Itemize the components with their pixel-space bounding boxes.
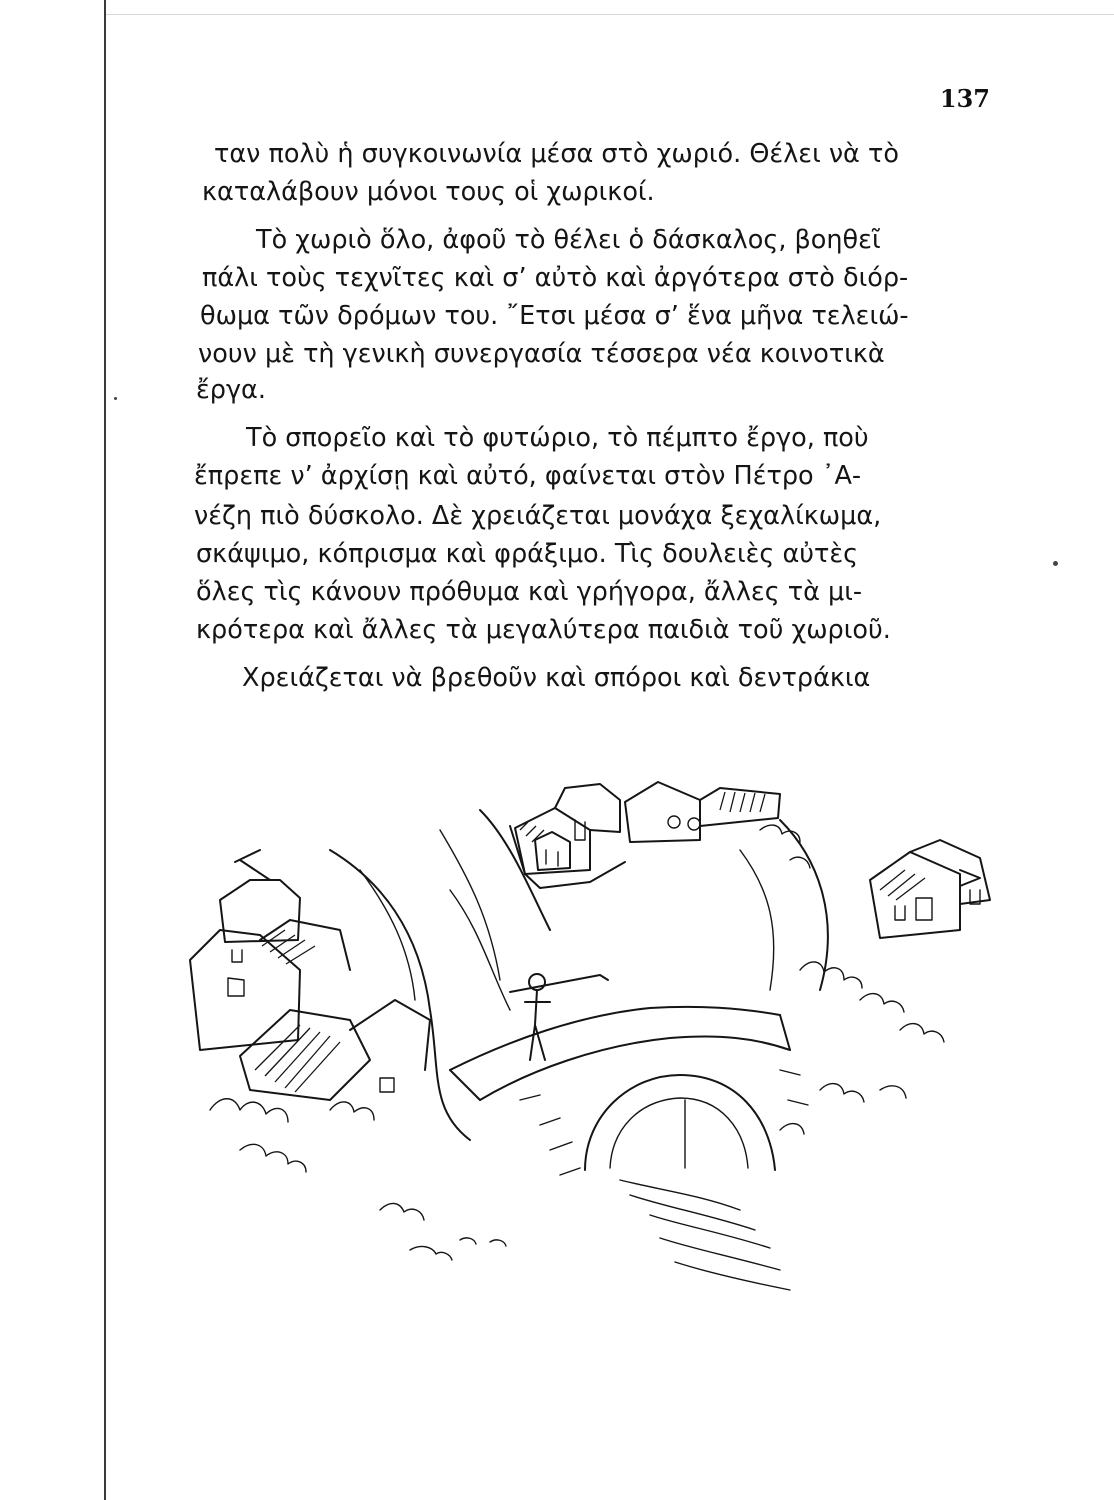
page-binding-line [104, 0, 106, 1500]
body-line: ἔπρεπε ν’ ἀρχίσῃ καὶ αὐτό, φαίνεται στὸν Πέτρο ᾿Α- [194, 461, 862, 491]
body-line: θωμα τῶν δρόμων του. ῎Ετσι μέσα σ’ ἕνα μῆνα τελειώ- [200, 301, 909, 331]
body-line: σκάψιμο, κόπρισμα καὶ φράξιμο. Τὶς δουλειὲς αὐτὲς [196, 539, 859, 569]
body-line: Χρειάζεται νὰ βρεθοῦν καὶ σπόροι καὶ δεντράκια [242, 663, 871, 693]
body-line: Τὸ χωριὸ ὅλο, ἀφοῦ τὸ θέλει ὁ δάσκαλος, βοηθεῖ [256, 225, 881, 255]
cliffs [235, 810, 980, 1140]
right-house [870, 840, 990, 938]
body-line: Τὸ σπορεῖο καὶ τὸ φυτώριο, τὸ πέμπτο ἔργο, ποὺ [246, 423, 869, 453]
body-line: ταν πολὺ ἡ συγκοινωνία μέσα στὸ χωριό. Θέλει νὰ τὸ [214, 139, 899, 169]
ink-speck [114, 397, 117, 400]
stone-bridge [450, 1007, 808, 1175]
village-bridge-illustration [180, 770, 1020, 1330]
body-line: ὅλες τὶς κάνουν πρόθυμα καὶ γρήγορα, ἄλλες τὰ μι- [196, 577, 863, 607]
village-bridge-drawing [180, 770, 1020, 1330]
foliage [210, 825, 944, 1260]
body-line: κρότερα καὶ ἄλλες τὰ μεγαλύτερα παιδιὰ τοῦ χωριοῦ. [196, 615, 891, 645]
body-line: νουν μὲ τὴ γενικὴ συνεργασία τέσσερα νέα κοινοτικὰ [198, 339, 885, 369]
left-village-houses [190, 880, 430, 1100]
river-water [620, 1180, 790, 1290]
body-line: πάλι τοὺς τεχνῖτες καὶ σ’ αὐτὸ καὶ ἀργότερα στὸ διόρ- [202, 263, 909, 293]
top-village-houses [510, 782, 780, 888]
ink-speck [1053, 561, 1058, 566]
page-number: 137 [939, 84, 990, 113]
body-line: νέζη πιὸ δύσκολο. Δὲ χρειάζεται μονάχα ξεχαλίκωμα, [194, 501, 882, 531]
body-line: ἔργα. [196, 375, 266, 405]
page-top-edge [106, 14, 1114, 15]
body-line: καταλάβουν μόνοι τους οἱ χωρικοί. [202, 177, 655, 207]
